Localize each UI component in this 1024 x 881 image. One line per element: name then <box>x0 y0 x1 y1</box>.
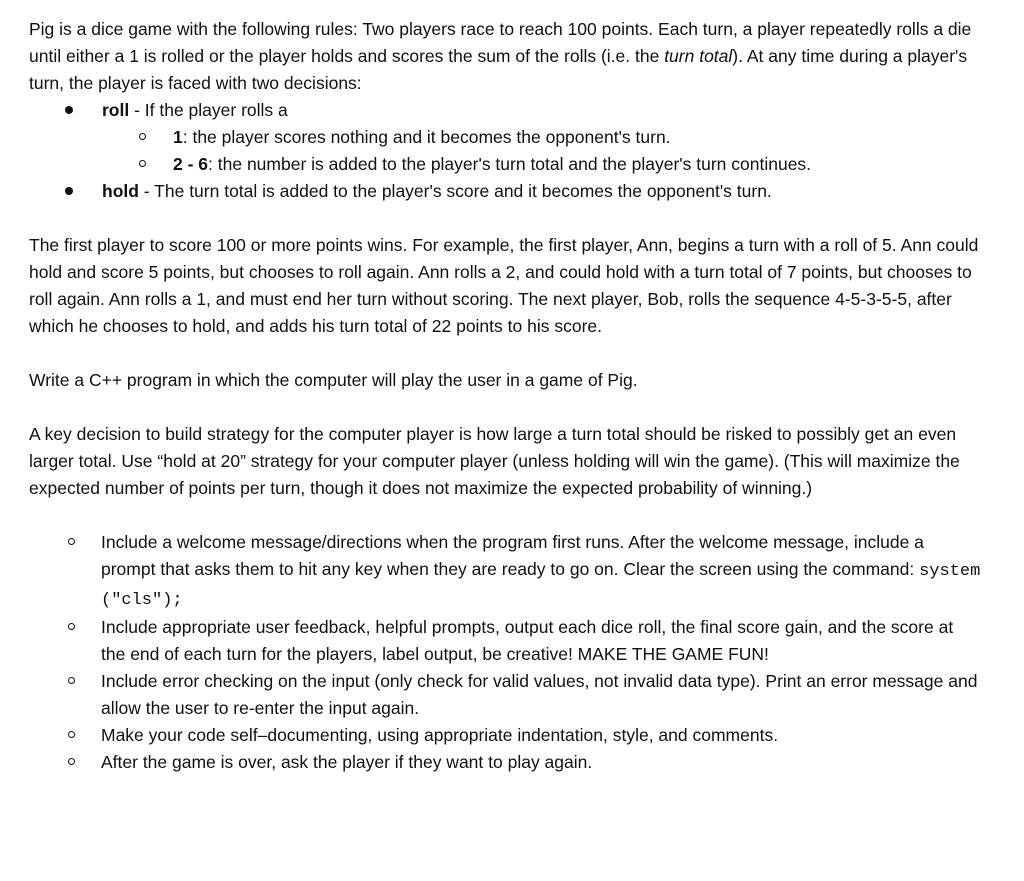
rule-roll-term: roll <box>102 100 130 120</box>
intro-turn-total-term: turn total <box>664 46 733 66</box>
intro-paragraph <box>29 16 989 97</box>
roll-outcome-item <box>101 124 989 151</box>
requirement-cls-code: system ("cls"); <box>101 562 981 610</box>
roll-outcome-term: 2 - 6 <box>173 154 209 174</box>
requirement-self-doc-text: Make your code self–documenting, using appropriate indentation, style, and comments. <box>101 725 779 745</box>
example-paragraph: The first player to score 100 or more points wins. For example, the first player, Ann, begins a turn with a roll of 5. Ann could hold and score 5 points, but chooses to roll again. Ann rolls a 2, and could hold with a turn total of 7 points, but chooses to roll again. Ann rolls a 1, and must end her turn without scoring. The next player, Bob, rolls the sequence 4-5-3-5-5, after which he chooses to hold, and adds his turn total of 22 points to his score. <box>29 235 979 336</box>
rule-hold-term: hold <box>102 181 139 201</box>
paragraph-spacer <box>29 340 989 367</box>
bullet-circle-icon <box>68 677 75 684</box>
requirement-item <box>29 668 981 722</box>
bullet-circle-icon <box>68 623 75 630</box>
bullet-circle-icon <box>68 758 75 765</box>
roll-outcome-desc: : the number is added to the player's turn total and the player's turn continues. <box>208 154 812 174</box>
paragraph-spacer <box>29 394 989 421</box>
roll-outcome-desc: : the player scores nothing and it becomes the opponent's turn. <box>182 127 671 147</box>
requirement-item <box>29 749 981 776</box>
requirement-play-again-text: After the game is over, ask the player if they want to play again. <box>101 752 593 772</box>
roll-outcome-term: 1 <box>173 127 183 147</box>
intro-text-start: Pig is a dice game with the following rules: Two players race to reach 100 points. Each turn, a player repeatedly rolls a die until either a 1 is rolled or the player holds and scores the sum of the rolls (i.e. the <box>29 19 972 66</box>
requirement-feedback-text: Include appropriate user feedback, helpful prompts, output each dice roll, the final score gain, and the score at the end of each turn for the players, label output, be creative! MAKE THE GAME FUN! <box>101 617 954 664</box>
requirement-item <box>29 614 981 668</box>
bullet-circle-icon <box>68 731 75 738</box>
paragraph-spacer <box>29 205 989 232</box>
roll-outcome-item <box>101 151 989 178</box>
bullet-disc-icon <box>65 187 73 195</box>
requirement-item <box>29 722 981 749</box>
paragraph-spacer <box>29 502 989 529</box>
strategy-paragraph: A key decision to build strategy for the computer player is how large a turn total should be risked to possibly get an even larger total. Use “hold at 20” strategy for your computer player (unless holding will win the game). (This will maximize the expected number of points per turn, though it does not maximize the expected probability of winning.) <box>29 424 960 498</box>
bullet-circle-icon <box>139 160 146 167</box>
task-paragraph: Write a C++ program in which the computer will play the user in a game of Pig. <box>29 370 638 390</box>
rule-hold <box>29 178 989 205</box>
bullet-circle-icon <box>68 538 75 545</box>
document-body <box>29 16 989 776</box>
requirements-list <box>29 529 989 776</box>
rule-hold-desc: - The turn total is added to the player's score and it becomes the opponent's turn. <box>138 181 772 201</box>
rule-roll <box>29 97 989 178</box>
rules-list <box>29 97 989 205</box>
bullet-circle-icon <box>139 133 146 140</box>
intro-text-end: ). At any time during a player's turn, the player is faced with two decisions: <box>29 46 968 93</box>
bullet-disc-icon <box>65 106 73 114</box>
roll-outcomes-list <box>102 124 989 178</box>
rule-roll-desc: - If the player rolls a <box>129 100 288 120</box>
requirement-item <box>29 529 981 614</box>
requirement-error-check-text: Include error checking on the input (only check for valid values, not invalid data type). Print an error message and allow the user to re-enter the input again. <box>101 671 978 718</box>
requirement-welcome-text: Include a welcome message/directions when the program first runs. After the welcome message, include a prompt that asks them to hit any key when they are ready to go on. Clear the screen using the command: <box>101 532 924 579</box>
